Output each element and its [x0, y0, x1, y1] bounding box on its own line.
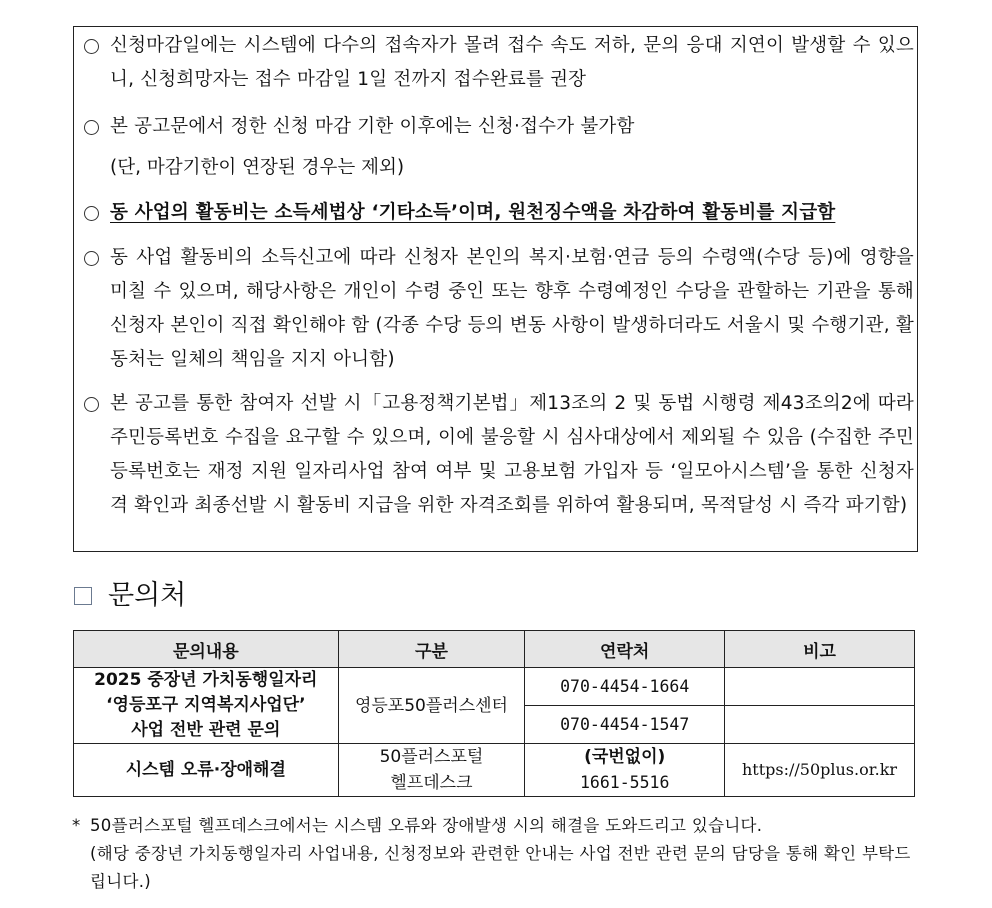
contact-table [73, 630, 915, 797]
circle-bullet-icon [84, 120, 99, 135]
circle-bullet-icon [84, 206, 99, 221]
notice-item [84, 241, 914, 377]
phone-cell [525, 744, 725, 797]
notice-item [84, 110, 914, 144]
section-title-text: 문의처 [108, 580, 187, 611]
phone-prefix: (국번없이) [584, 747, 666, 767]
website-link[interactable]: https://50plus.or.kr [725, 744, 915, 797]
circle-bullet-icon [84, 397, 99, 412]
footnote [72, 812, 922, 896]
notice-item-emphasis [84, 196, 914, 230]
inquiry-line: 2025 중장년 가치동행일자리 [94, 670, 318, 690]
inquiry-line: 사업 전반 관련 문의 [131, 720, 281, 740]
notice-item [84, 387, 914, 523]
header-inquiry: 문의내용 [74, 631, 339, 668]
inquiry-cell: 시스템 오류·장애해결 [74, 744, 339, 797]
table-row [74, 744, 915, 797]
circle-bullet-icon [84, 251, 99, 266]
phone-cell: 070-4454-1547 [525, 706, 725, 744]
header-note: 비고 [725, 631, 915, 668]
table-header-row [74, 631, 915, 668]
notice-text: 신청마감일에는 시스템에 다수의 접속자가 몰려 접수 속도 저하, 문의 응대 지연이 발생할 수 있으니, 신청희망자는 접수 마감일 1일 전까지 접수완료를 권장 [110, 35, 914, 90]
note-cell [725, 706, 915, 744]
table-row [74, 668, 915, 706]
asterisk-icon: * [72, 816, 81, 835]
inquiry-line: ‘영등포구 지역복지사업단’ [106, 695, 306, 715]
section-title [74, 578, 186, 614]
notice-box [73, 26, 918, 552]
notice-text: 본 공고문에서 정한 신청 마감 기한 이후에는 신청·접수가 불가함 [110, 116, 635, 137]
note-cell [725, 668, 915, 706]
header-division: 구분 [338, 631, 525, 668]
division-line: 50플러스포털 [379, 747, 484, 767]
division-cell [338, 744, 525, 797]
phone-cell: 070-4454-1664 [525, 668, 725, 706]
header-contact: 연락처 [525, 631, 725, 668]
division-line: 헬프데스크 [390, 773, 473, 793]
notice-text: 본 공고를 통한 참여자 선발 시「고용정책기본법」제13조의 2 및 동법 시행령 제43조의2에 따라 주민등록번호 수집을 요구할 수 있으며, 이에 불응할 시 심사대상에서 제외될 수 있음 (수집한 주민등록번호는 재정 지원 일자리사업 참여 여부 및 고용보험 가입자 등 ‘일모아시스템’을 통한 신청자격 확인과 최종선발 시 활동비 지급을 위한 자격조회를 위하여 활용되며, 목적달성 시 즉각 파기함) [110, 393, 914, 516]
notice-subtext: (단, 마감기한이 연장된 경우는 제외) [110, 157, 405, 178]
division-cell: 영등포50플러스센터 [338, 668, 525, 744]
square-bullet-icon [74, 587, 92, 605]
notice-text: 동 사업의 활동비는 소득세법상 ‘기타소득’이며, 원천징수액을 차감하여 활동비를 지급함 [110, 202, 836, 223]
circle-bullet-icon [84, 39, 99, 54]
notice-text: 동 사업 활동비의 소득신고에 따라 신청자 본인의 복지·보험·연금 등의 수령액(수당 등)에 영향을 미칠 수 있으며, 해당사항은 개인이 수령 중인 또는 향후 수령예정인 수당을 관할하는 기관을 통해 신청자 본인이 직접 확인해야 함 (각종 수당 등의 변동 사항이 발생하더라도 서울시 및 수행기관, 활동처는 일체의 책임을 지지 아니함) [110, 247, 914, 370]
footnote-line-1: 50플러스포털 헬프데스크에서는 시스템 오류와 장애발생 시의 해결을 도와드리고 있습니다. [90, 816, 763, 835]
phone-number: 1661-5516 [579, 773, 670, 792]
inquiry-cell [74, 668, 339, 744]
footnote-line-2: (해당 중장년 가치동행일자리 사업내용, 신청정보와 관련한 안내는 사업 전반 관련 문의 담당을 통해 확인 부탁드립니다.) [90, 844, 911, 891]
notice-item [84, 29, 914, 97]
